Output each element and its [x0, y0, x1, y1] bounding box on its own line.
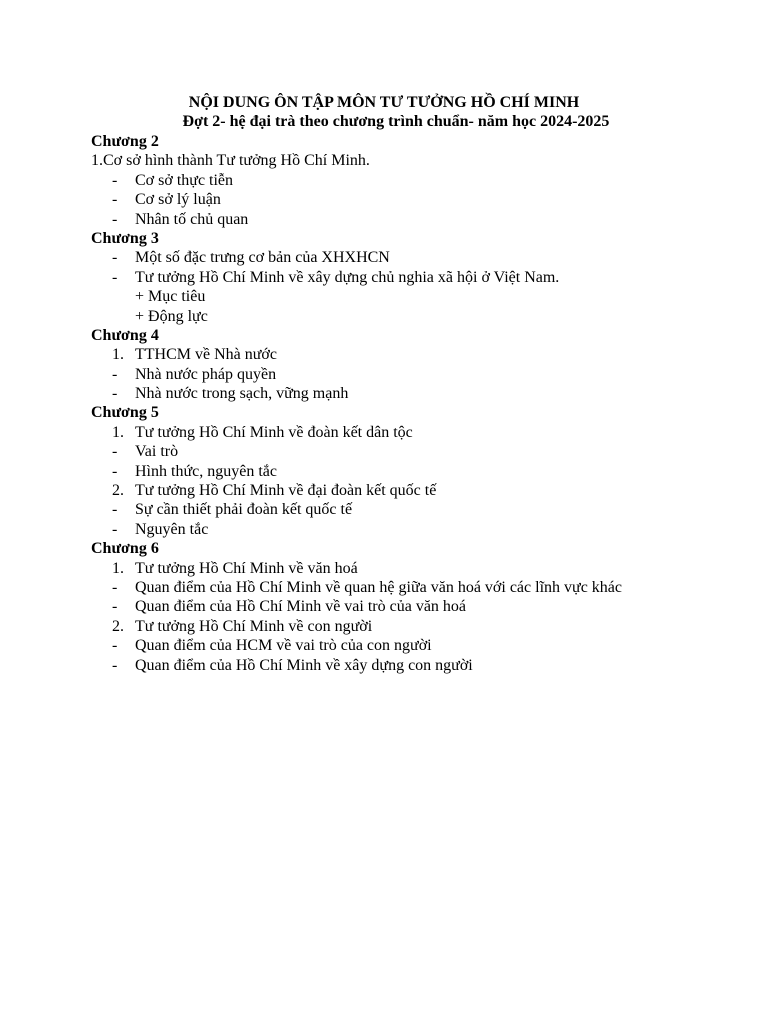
document-subtitle: Đợt 2- hệ đại trà theo chương trình chuẩn- năm học 2024-2025	[182, 113, 610, 131]
sub-list-item	[91, 307, 731, 326]
list-item-text: Tư tưởng Hồ Chí Minh về đoàn kết dân tộc	[135, 423, 413, 441]
list-item	[91, 442, 731, 461]
list-item-text: Cơ sở lý luận	[135, 191, 221, 209]
chapter-heading: Chương 5	[91, 404, 159, 422]
list-marker: -	[112, 520, 118, 538]
list-item-text: Nhân tố chủ quan	[135, 210, 249, 228]
list-item	[91, 210, 731, 229]
list-marker: -	[112, 656, 118, 674]
list-marker: -	[112, 637, 118, 655]
sub-list-item-text: + Mục tiêu	[135, 288, 206, 306]
list-marker: -	[112, 443, 118, 461]
list-item-text: Tư tưởng Hồ Chí Minh về đại đoàn kết quốc tế	[135, 482, 437, 500]
list-item-text: Tư tưởng Hồ Chí Minh về con người	[135, 617, 373, 635]
list-item	[91, 345, 731, 364]
list-item-text: Sự cần thiết phải đoàn kết quốc tế	[135, 501, 353, 519]
document-body	[91, 132, 731, 675]
list-marker: -	[112, 171, 118, 189]
list-marker: 1.	[112, 346, 124, 364]
list-item	[91, 365, 731, 384]
list-item	[91, 248, 731, 267]
list-item	[91, 578, 731, 597]
list-marker: -	[112, 501, 118, 519]
list-marker: -	[112, 578, 118, 596]
list-item	[91, 268, 731, 287]
list-item-text: Một số đặc trưng cơ bản của XHXHCN	[135, 249, 390, 267]
list-item-text: Vai trò	[135, 443, 179, 461]
list-marker: -	[112, 462, 118, 480]
chapter-heading: Chương 4	[91, 326, 159, 344]
list-marker: -	[112, 249, 118, 267]
chapter-heading: Chương 3	[91, 229, 159, 247]
list-item	[91, 656, 731, 675]
list-marker: -	[112, 191, 118, 209]
list-item-text: Cơ sở thực tiễn	[135, 171, 234, 189]
list-item	[91, 423, 731, 442]
list-item-text: Quan điểm của HCM về vai trò của con người	[135, 637, 432, 655]
list-item-text: Nhà nước pháp quyền	[135, 365, 277, 383]
list-item	[91, 190, 731, 209]
list-item	[91, 636, 731, 655]
sub-list-item	[91, 287, 731, 306]
list-marker: 2.	[112, 617, 124, 635]
list-item-text: Nguyên tắc	[135, 520, 209, 538]
sub-list-item-text: + Động lực	[135, 307, 208, 325]
list-marker: 2.	[112, 482, 124, 500]
list-marker: -	[112, 598, 118, 616]
list-marker: -	[112, 268, 118, 286]
list-item	[91, 617, 731, 636]
list-item-text: Quan điểm của Hồ Chí Minh về vai trò của văn hoá	[135, 598, 467, 616]
list-item	[91, 384, 731, 403]
chapter-heading: Chương 6	[91, 540, 159, 558]
list-item	[91, 597, 731, 616]
list-marker: -	[112, 385, 118, 403]
list-item	[91, 520, 731, 539]
list-marker: 1.	[112, 559, 124, 577]
list-item-text: Quan điểm của Hồ Chí Minh về xây dựng con người	[135, 656, 473, 674]
list-item	[91, 462, 731, 481]
list-item	[91, 500, 731, 519]
list-item-text: Tư tưởng Hồ Chí Minh về văn hoá	[135, 559, 358, 577]
list-marker: -	[112, 365, 118, 383]
list-item-text: TTHCM về Nhà nước	[135, 346, 277, 364]
section-heading: 1.Cơ sở hình thành Tư tưởng Hồ Chí Minh.	[91, 152, 370, 170]
list-item-text: Hình thức, nguyên tắc	[135, 462, 277, 480]
title-block	[0, 93, 768, 132]
list-item-text: Tư tưởng Hồ Chí Minh về xây dựng chủ nghia xã hội ở Việt Nam.	[135, 268, 560, 286]
list-item	[91, 559, 731, 578]
list-item	[91, 481, 731, 500]
list-marker: -	[112, 210, 118, 228]
list-item-text: Nhà nước trong sạch, vững mạnh	[135, 385, 349, 403]
list-item-text: Quan điểm của Hồ Chí Minh về quan hệ giữa văn hoá với các lĩnh vực khác	[135, 578, 622, 596]
list-marker: 1.	[112, 423, 124, 441]
document-title: NỘI DUNG ÔN TẬP MÔN TƯ TƯỞNG HỒ CHÍ MINH	[188, 94, 580, 111]
list-item	[91, 171, 731, 190]
chapter-heading: Chương 2	[91, 133, 159, 150]
